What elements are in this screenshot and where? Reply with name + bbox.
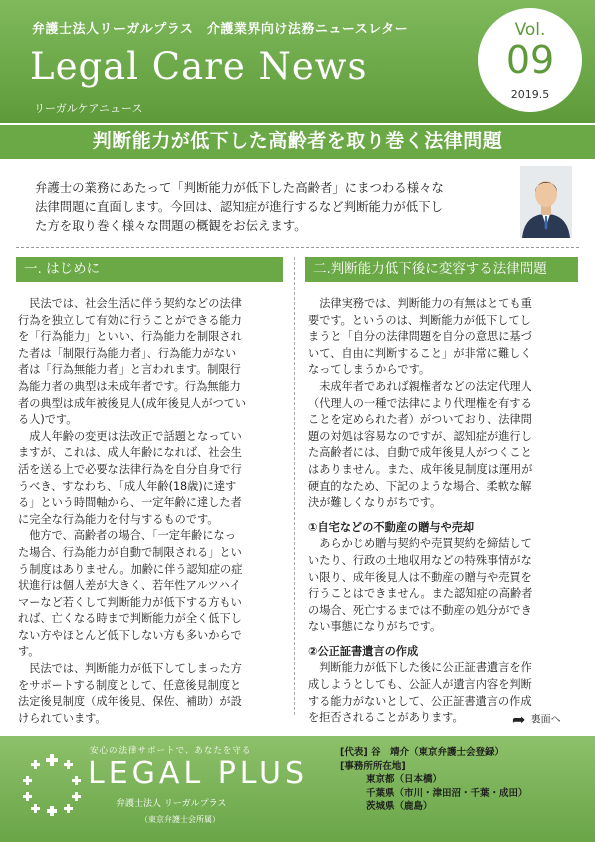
text-line: 題の対処は容易なのですが、認知症が進行し bbox=[308, 429, 532, 443]
volume-badge bbox=[478, 8, 582, 112]
text-line: ない事態になりがちです。 bbox=[308, 620, 442, 634]
text-line: 硬直的なため、下記のような場合、柔軟な解 bbox=[308, 479, 532, 493]
subheading-real-estate: ①自宅などの不動産の贈与や売却 bbox=[308, 520, 475, 534]
footer-representative: [代表] 谷 靖介（東京弁護士会登録） bbox=[340, 747, 504, 758]
masthead-title: Legal Care News bbox=[30, 45, 368, 88]
curved-arrow-icon: ➦ bbox=[512, 710, 526, 729]
text-line: 民法では、判断能力が低下してしまった方 bbox=[18, 662, 242, 676]
text-line: を「行為能力」といい、行為能力を制限され bbox=[18, 330, 242, 344]
section2-body bbox=[308, 296, 578, 727]
footer-firm-name: 弁護士法人 リーガルプラス bbox=[116, 799, 227, 809]
text-line: はありません。また、成年後見制度は運用が bbox=[308, 462, 533, 476]
section-heading-introduction: 一. はじめに bbox=[16, 257, 283, 282]
text-line: まうと「自分の法律問題を自分の意思に基づ bbox=[308, 330, 532, 344]
subheading-notarial-will: ②公正証書遺言の作成 bbox=[308, 644, 419, 658]
lawyer-portrait-photo bbox=[520, 166, 572, 238]
text-line: マーなど若くして判断能力が低下する方もい bbox=[18, 595, 242, 609]
text-line: 要です。というのは、判断能力が低下してし bbox=[308, 313, 531, 327]
footer-offices-label: [事務所所在地] bbox=[340, 760, 406, 772]
text-line: 行うことはできません。また認知症の高齢者 bbox=[308, 587, 533, 601]
text-line: 法律実務では、判断能力の有無はとても重 bbox=[308, 297, 532, 310]
text-line: いたり、行政の土地収用などの特殊事情がな bbox=[308, 553, 532, 567]
masthead-title-kana: リーガルケアニュース bbox=[34, 102, 143, 115]
intro-line: 弁護士の業務にあたって「判断能力が低下した高齢者」にまつわる様々な bbox=[35, 180, 444, 195]
section-heading-legal-issues: 二.判断能力低下後に変容する法律問題 bbox=[305, 257, 578, 282]
text-line: る人)です。 bbox=[18, 413, 78, 427]
text-line: 成人年齢の変更は法改正で話題となってい bbox=[18, 429, 242, 443]
text-line: う制度はありません。加齢に伴う認知症の症 bbox=[18, 562, 243, 576]
intro-line: 法律問題に直面します。今回は、認知症が進行するなど判断能力が低下し bbox=[35, 199, 443, 214]
text-line: 決が難しくなりがちです。 bbox=[308, 496, 442, 510]
text-line: 活を送る上で必要な法律行為を自分自身で行 bbox=[18, 462, 242, 476]
text-line: 者の典型は成年被後見人(成年後見人がつてい bbox=[18, 396, 247, 410]
footer-contact-info bbox=[340, 746, 528, 814]
column-divider bbox=[294, 257, 295, 715]
text-line: 法定後見制度（成年後見、保佐、補助）が設 bbox=[18, 695, 242, 709]
footer-tagline: 安心の法律サポートで、あなたを守る bbox=[90, 746, 252, 756]
text-line: 行為を独立して有効に行うことができる能力 bbox=[18, 313, 242, 327]
text-line: なってしまうからです。 bbox=[308, 363, 431, 377]
intro-line: た方を取り巻く様々な問題の概観をお伝えます。 bbox=[35, 218, 307, 233]
headline-banner: 判断能力が低下した高齢者を取り巻く法律問題 bbox=[0, 123, 595, 159]
text-line: 為能力者の典型は未成年者です。行為無能力 bbox=[18, 379, 241, 393]
text-line: 他方で、高齢者の場合、「一定年齢になっ bbox=[18, 529, 236, 543]
text-line: 民法では、社会生活に伴う契約などの法律 bbox=[18, 297, 242, 310]
text-line: の場合、死亡するまでは不動産の処分ができ bbox=[308, 603, 532, 617]
text-line: いて、自由に判断すること」が非常に難しく bbox=[308, 346, 532, 360]
text-line: 者は「行為無能力者」と言われます。制限行 bbox=[18, 363, 241, 377]
text-line: 未成年者であれば親権者などの法定代理人 bbox=[308, 379, 532, 393]
text-line: す。 bbox=[18, 645, 40, 659]
masthead bbox=[0, 0, 595, 123]
text-line: けられています。 bbox=[18, 711, 107, 725]
text-line: ことを定められた者）がついており、法律問 bbox=[308, 413, 532, 427]
text-line: ますが、これは、成人年齢になれば、社会生 bbox=[18, 446, 242, 460]
text-line: に完全な行為能力を付与するものです。 bbox=[18, 512, 219, 526]
issue-date: 2019.5 bbox=[510, 88, 550, 101]
text-line: ない方やほとんど低下しない方も多いからで bbox=[18, 628, 242, 642]
text-line: た場合、行為能力が自動で制限される」とい bbox=[18, 545, 242, 559]
text-line: 状進行は個人差が大きく、若年性アルツハイ bbox=[18, 579, 241, 593]
text-line: た者は「制限行為能力者」、行為能力がない bbox=[18, 346, 237, 360]
text-line: 判断能力が低下した後に公正証書遺言を作 bbox=[308, 661, 532, 675]
text-line: 成しようとしても、公証人が遺言内容を判断 bbox=[308, 678, 532, 692]
volume-label: Vol. bbox=[514, 20, 546, 40]
intro-paragraph bbox=[35, 178, 495, 235]
footer-office: 茨城県（鹿島） bbox=[366, 801, 433, 812]
text-line: する能力がないとして、公正証書遺言の作成 bbox=[308, 694, 532, 708]
text-line: い限り、成年後見人は不動産の贈与や売買を bbox=[308, 570, 532, 584]
footer bbox=[0, 736, 595, 842]
section-divider bbox=[16, 247, 579, 248]
legal-plus-logo-mark bbox=[22, 750, 86, 818]
text-line: をサポートする制度として、任意後見制度と bbox=[18, 678, 242, 692]
next-page-link[interactable] bbox=[512, 710, 561, 729]
text-line: る」という時間軸から、一定年齢に達した者 bbox=[18, 496, 242, 510]
footer-logo-text: LEGAL PLUS bbox=[88, 756, 308, 791]
text-line: うべき、すなわち、「成人年齢(18歳)に達す bbox=[18, 479, 237, 493]
footer-office: 千葉県（市川・津田沼・千葉・成田） bbox=[366, 787, 528, 799]
footer-office: 東京都（日本橋） bbox=[366, 774, 443, 785]
text-line: れば、亡くなる時まで判断能力が全く低下し bbox=[18, 612, 242, 626]
section1-body bbox=[18, 296, 284, 727]
footer-bar-association: （東京弁護士会所属） bbox=[140, 815, 220, 824]
text-line: （代理人の一種で法律により代理権を有する bbox=[308, 396, 532, 410]
text-line: た高齢者には、自動で成年後見人がつくこと bbox=[308, 446, 532, 460]
text-line: あらかじめ贈与契約や売買契約を締結して bbox=[308, 537, 532, 551]
volume-number: 09 bbox=[505, 38, 555, 82]
masthead-subtitle: 弁護士法人リーガルプラス 介護業界向け法務ニュースレター bbox=[32, 22, 409, 37]
text-line: を拒否されることがあります。 bbox=[308, 711, 464, 725]
next-page-label: 裏面へ bbox=[530, 714, 561, 726]
